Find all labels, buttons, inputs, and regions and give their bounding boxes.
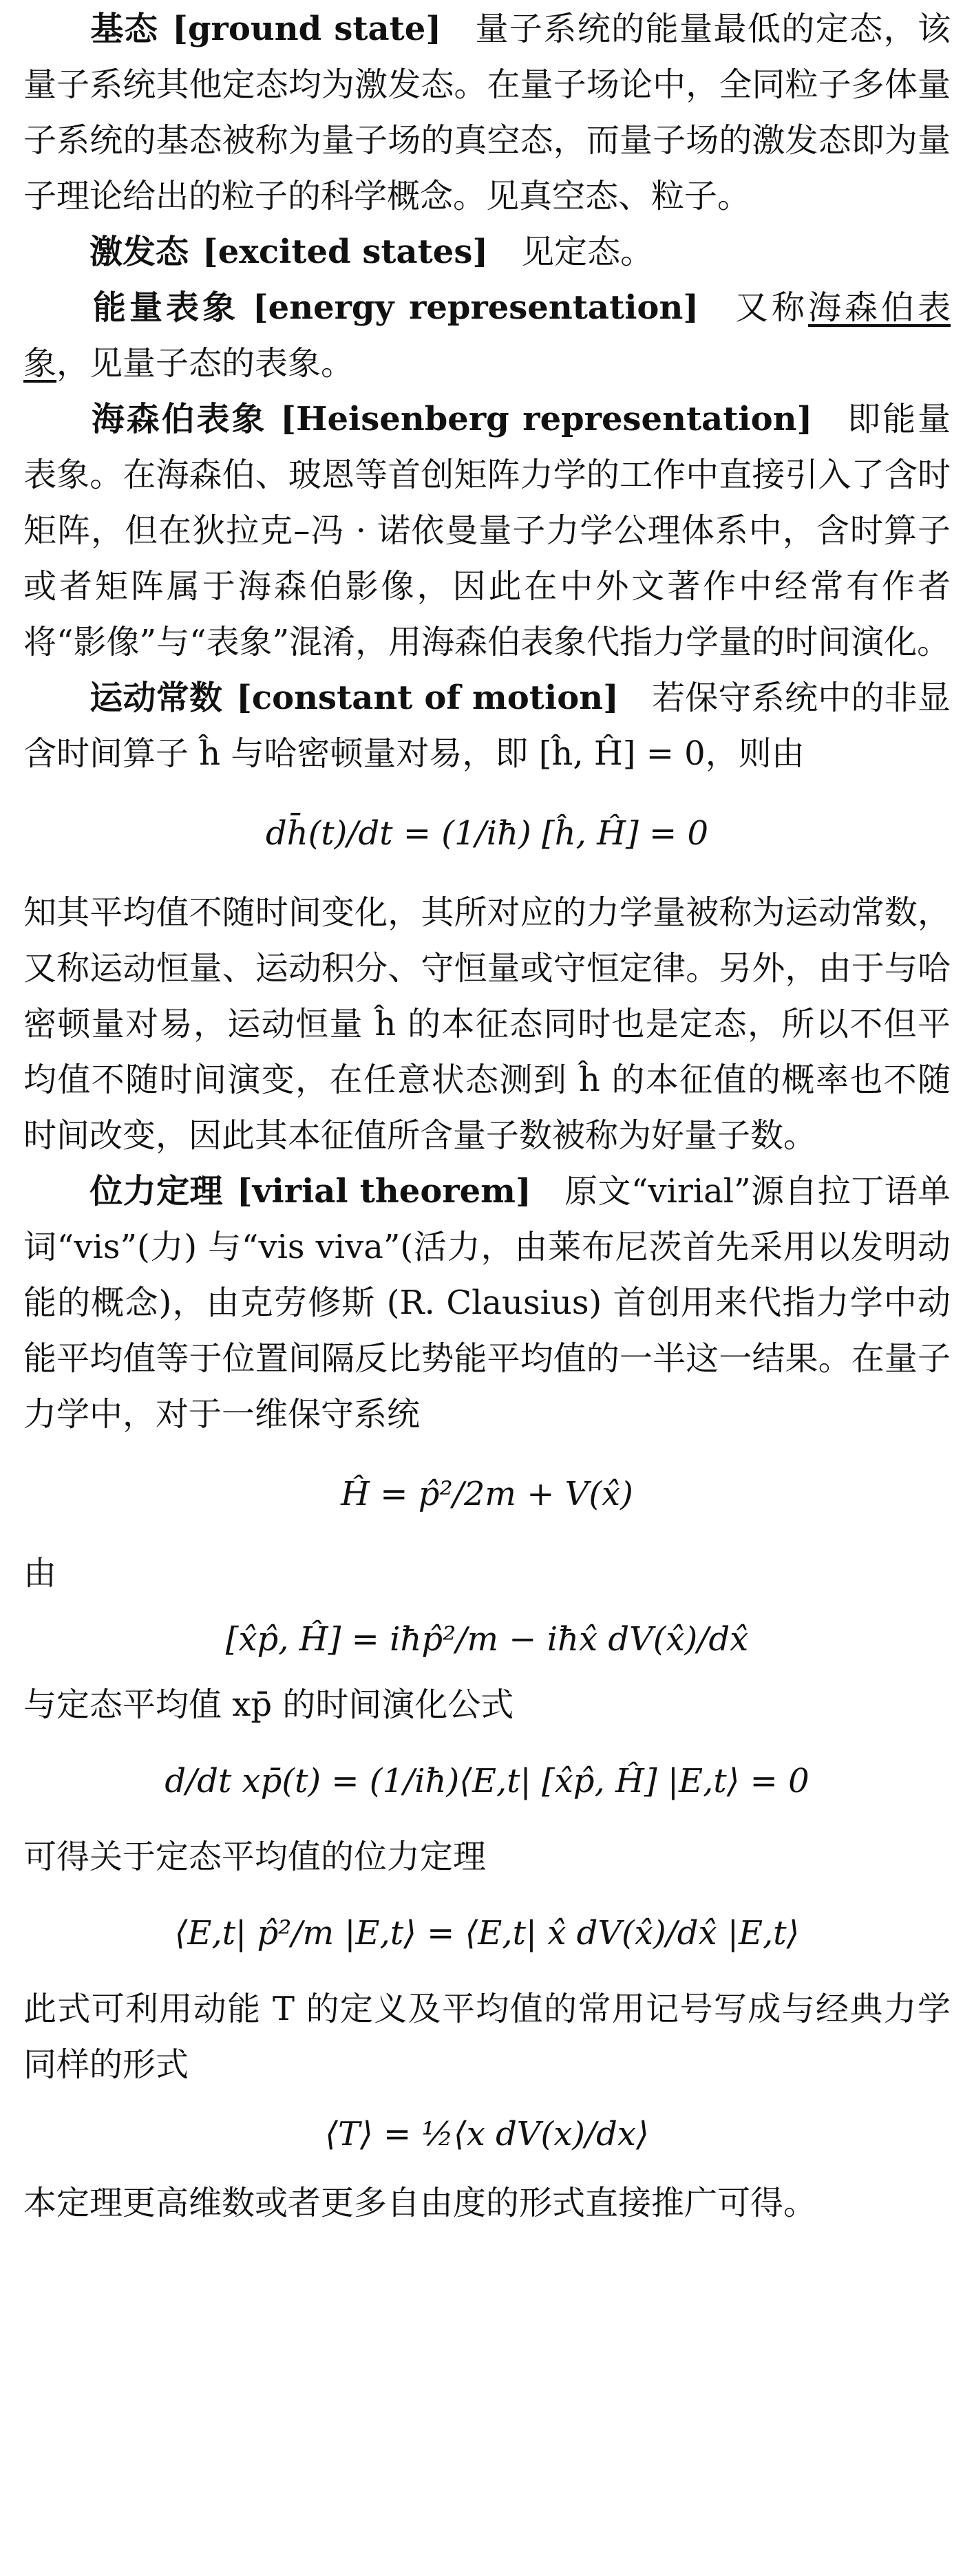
- entry-english: [energy representation]: [252, 288, 699, 327]
- equation-text: ⟨T⟩ = ½⟨x dV(x)/dx⟩: [325, 2115, 649, 2153]
- equation-commutator: [23, 1601, 951, 1677]
- entry-text: 与定态平均值 xp̄ 的时间演化公式: [23, 1685, 514, 1724]
- entry-text: 该量子系统其他定态均为激发态。在量子场论中，全同粒子多体量子系统的基态被称为量子场的真空态，而量子场的激发态即为量子理论给出的粒子的科学概念。见真空态、粒子。: [23, 10, 951, 215]
- entry-text-continued: [23, 1981, 951, 2093]
- equation-text: Ĥ = p̂²/2m + V(x̂): [341, 1475, 633, 1513]
- entry-text: 本定理更高维数或者更多自由度的形式直接推广可得。: [23, 2184, 817, 2222]
- entry-text: 若保守系统中的非显含时间算子 ĥ 与哈密顿量对易，即 [ĥ, Ĥ] = 0，则由: [23, 679, 951, 773]
- entry-text-continued: [23, 1829, 951, 1885]
- entry-english: [excited states]: [202, 233, 489, 271]
- entry-term: 激发态: [89, 233, 189, 271]
- entry-english: [virial theorem]: [236, 1172, 531, 1211]
- equation-text: [x̂p̂, Ĥ] = iħp̂²/m − iħx̂ dV(x̂)/dx̂: [225, 1620, 749, 1659]
- cross-reference-link[interactable]: 海森伯表象: [23, 288, 951, 383]
- entry-term: 位力定理: [89, 1172, 223, 1211]
- equation-hamiltonian: [23, 1443, 951, 1546]
- entry-constant-of-motion: [23, 670, 951, 782]
- equation-text: ⟨E,t| p̂²/m |E,t⟩ = ⟨E,t| x̂ dV(x̂)/dx̂ |E,t⟩: [174, 1914, 800, 1952]
- entry-text-continued: [23, 2175, 951, 2231]
- entry-energy-representation: [23, 280, 951, 392]
- entry-term: 基态: [89, 10, 159, 48]
- entry-text: 原文“virial”源自拉丁语单词“vis”(力) 与“vis viva”(活力，由莱布尼茨首先采用以发明动能的概念)，由克劳修斯 (R. Clausius) 首创用来代指力学中动能平均值等于位置间隔反比势能平均值的一半这一结果。在量子力学中，对于一维保守系统: [23, 1172, 951, 1434]
- entry-text-continued: [23, 1546, 951, 1601]
- entry-english: [ground state]: [172, 10, 442, 48]
- equation-constant-of-motion: [23, 782, 951, 885]
- entry-ground-state: [23, 0, 951, 224]
- equation-time-evolution: [23, 1733, 951, 1829]
- entry-text: 由: [23, 1554, 57, 1593]
- entry-term: 海森伯表象: [89, 400, 267, 438]
- equation-kinetic-energy: [23, 2093, 951, 2175]
- entry-text-continued: [23, 1677, 951, 1733]
- entry-text: 量子系统的能量最低的定态，: [474, 10, 918, 48]
- entry-text: 又称: [732, 288, 809, 327]
- entry-heisenberg-representation: [23, 392, 951, 670]
- entry-excited-states: [23, 224, 951, 280]
- entry-text: 此式可利用动能 T 的定义及平均值的常用记号写成与经典力学同样的形式: [23, 1990, 951, 2084]
- entry-term: 运动常数: [89, 679, 223, 717]
- entry-virial-theorem: [23, 1164, 951, 1443]
- entry-term: 能量表象: [89, 288, 239, 327]
- equation-text: d/dt xp̄(t) = (1/iħ)⟨E,t| [x̂p̂, Ĥ] |E,t⟩ = 0: [165, 1762, 809, 1800]
- entry-text: 即能量表象。在海森伯、玻恩等首创矩阵力学的工作中直接引入了含时矩阵，但在狄拉克–冯 · 诺依曼量子力学公理体系中，含时算子或者矩阵属于海森伯影像，因此在中外文著作中经常有作者将“影像”与“表象”混淆，用海森伯表象代指力学量的时间演化。: [23, 400, 951, 661]
- entry-text: ，见量子态的表象。: [56, 344, 354, 383]
- entry-text: 知其平均值不随时间变化，其所对应的力学量被称为运动常数，又称运动恒量、运动积分、守恒量或守恒定律。另外，由于与哈密顿量对易，运动恒量 ĥ 的本征态同时也是定态，所以不但平均值不随时间演变，在任意状态测到 ĥ 的本征值的概率也不随时间改变，因此其本征值所含量子数被称为好量子数。: [23, 893, 951, 1155]
- entry-text-continued: [23, 885, 951, 1164]
- equation-text: dh̄(t)/dt = (1/iħ) [ĥ, Ĥ] = 0: [265, 814, 708, 853]
- entry-english: [constant of motion]: [236, 679, 619, 717]
- equation-virial: [23, 1885, 951, 1981]
- entry-text: 见定态。: [521, 233, 654, 271]
- entry-english: [Heisenberg representation]: [280, 400, 813, 438]
- entry-text: 可得关于定态平均值的位力定理: [23, 1838, 487, 1876]
